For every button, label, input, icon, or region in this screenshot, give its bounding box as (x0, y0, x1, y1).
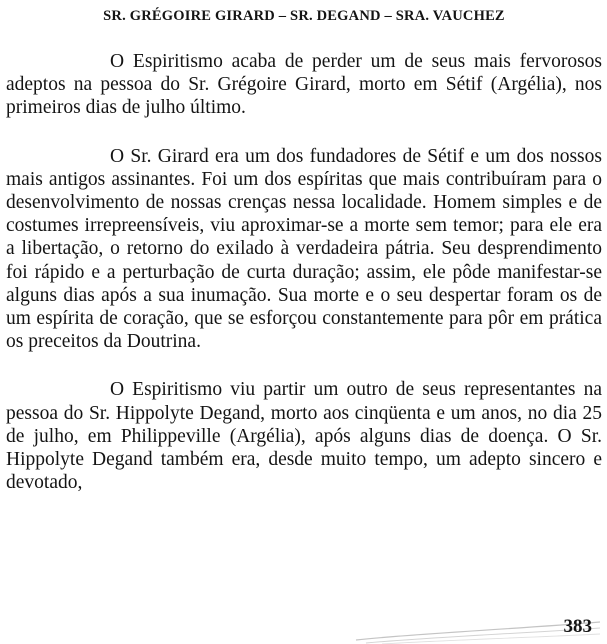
page-number: 383 (563, 616, 592, 637)
section-heading: SR. GRÉGOIRE GIRARD – SR. DEGAND – SRA. VAUCHEZ (103, 8, 505, 24)
page-footer (352, 600, 602, 644)
paragraph-1: O Espiritismo acaba de perder um de seus mais fervorosos adeptos na pessoa do Sr. Grégoire Girard, morto em Sétif (Argélia), nos primeiros dias de julho último. (6, 51, 602, 119)
paragraph-2: O Sr. Girard era um dos fundadores de Sétif e um dos nossos mais antigos assinantes. Foi um dos espíritas que mais contribuíram para o desenvolvimento de nossas crenças nessa localidade. Homem simples e de costumes irrepreensíveis, viu aproximar-se a morte sem temor; para ele era a libertação, o retorno do exilado à verdadeira pátria. Seu desprendimento foi rápido e a perturbação de curta duração; assim, ele pôde manifestar-se alguns dias após a sua inumação. Sua morte e o seu despertar foram os de um espírita de coração, que se esforçou constantemente para pôr em prática os preceitos da Doutrina. (6, 145, 602, 353)
paragraph-3: O Espiritismo viu partir um outro de seus representantes na pessoa do Sr. Hippolyte Degand, morto aos cinqüenta e um anos, no dia 25 de julho, em Philippeville (Argélia), após alguns dias de doença. O Sr. Hippolyte Degand também era, desde muito tempo, um adepto sincero e devotado, (6, 379, 602, 494)
document-page (6, 0, 602, 644)
body-text (6, 50, 602, 494)
